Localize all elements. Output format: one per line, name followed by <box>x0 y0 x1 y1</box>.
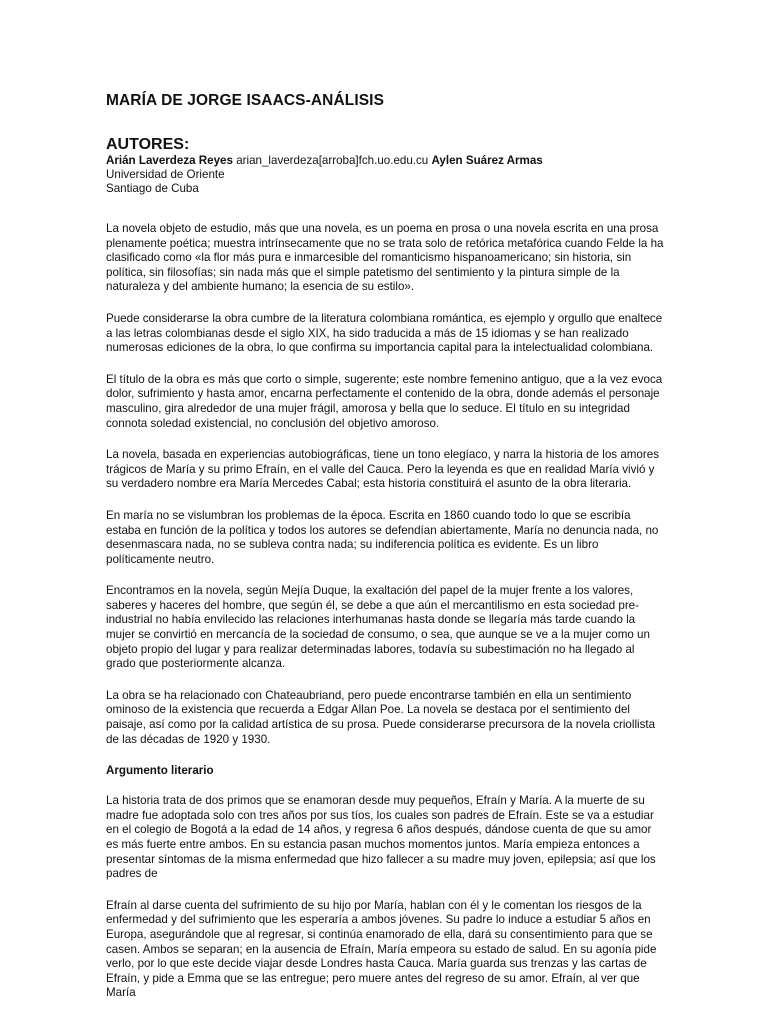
paragraph-7: La obra se ha relacionado con Chateaubriand, pero puede encontrarse también en ella un sentimiento ominoso de la existencia que recuerda a Edgar Allan Poe. La novela se destaca por el sentimiento del paisaje, así como por la calidad artística de su prosa. Puede considerarse precursora de la novela criollista de las décadas de 1920 y 1930. <box>106 688 656 746</box>
author1-name: Arián Laverdeza Reyes <box>106 154 233 167</box>
document-page <box>106 92 666 1001</box>
paragraph-6: Encontramos en la novela, según Mejía Duque, la exaltación del papel de la mujer frente a los valores, saberes y haceres del hombre, que según él, se debe a que aún el mercantilismo en esta sociedad pre-industrial no había envilecido las relaciones interhumanas hasta donde se llegaría más tarde cuando la mujer se convirtió en mercancía de la sociedad de consumo, o sea, que aunque se ve a la mujer como un objeto propio del lugar y para realizar determinadas labores, todavía su subestimación no ha llegado al grado que posteriormente alcanza. <box>106 584 650 671</box>
city: Santiago de Cuba <box>106 182 199 195</box>
paragraph-3: El título de la obra es más que corto o simple, sugerente; este nombre femenino antiguo, que a la vez evoca dolor, sufrimiento y hasta amor, encarna perfectamente el contenido de la obra, donde además el personaje masculino, gira alrededor de una mujer frágil, amorosa y bella que lo seduce. El título en su integridad connota soledad existencial, no conclusión del objetivo amoroso. <box>106 372 663 430</box>
section-heading: Argumento literario <box>106 764 214 778</box>
paragraph-4: La novela, basada en experiencias autobiográficas, tiene un tono elegíaco, y narra la historia de los amores trágicos de María y su primo Efraín, en el valle del Cauca. Pero la leyenda es que en realidad María vivió y su verdadero nombre era María Mercedes Cabal; esta historia constituirá el asunto de la obra literaria. <box>106 448 659 491</box>
paragraph-9: Efraín al darse cuenta del sufrimiento de su hijo por María, hablan con él y le comentan los riesgos de la enfermedad y del sufrimiento que les esperaría a ambos jóvenes. Su padre lo induce a estudiar 5 años en Europa, asegurándole que al regresar, si continúa enamorado de ella, dará su consentimiento para que se casen. Ambos se separan; en la ausencia de Efraín, María empeora su estado de salud. En su agonía pide verlo, por lo que este decide viajar desde Londres hasta Cauca. María guarda sus trenzas y las cartas de Efraín, y pide a Emma que se las entregue; pero muere antes del regreso de su amor. Efraín, al ver que María <box>106 898 657 1000</box>
authors-line <box>106 154 666 168</box>
paragraph-8: La historia trata de dos primos que se enamoran desde muy pequeños, Efraín y María. A la muerte de su madre fue adoptada solo con tres años por sus tíos, los cuales son padres de Efraín. Este se va a estudiar en el colegio de Bogotá a la edad de 14 años, y regresa 6 años después, dándose cuenta de que su amor es más fuerte entre ambos. En su estancia pasan muchos momentos juntos. María empieza entonces a presentar síntomas de la misma enfermedad que hizo fallecer a su madre muy joven, epilepsia; así que los padres de <box>106 794 656 881</box>
author1-email: arian_laverdeza[arroba]fch.uo.edu.cu <box>232 154 432 167</box>
paragraph-1: La novela objeto de estudio, más que una novela, es un poema en prosa o una novela escrita en una prosa plenamente poética; muestra intrínsecamente que no se trata solo de retórica metafórica cuando Felde la ha clasificado como «la flor más pura e inmarcesible del romanticismo hispanoamericano; sin historia, sin política, sin filosofías; sin nada más que el simple patetismo del sentimiento y la pintura simple de la naturaleza y del ambiente humano; la esencia de su estilo». <box>106 222 664 294</box>
institution: Universidad de Oriente <box>106 168 225 181</box>
document-title: MARÍA DE JORGE ISAACS-ANÁLISIS <box>106 92 385 109</box>
paragraph-2: Puede considerarse la obra cumbre de la literatura colombiana romántica, es ejemplo y orgullo que enaltece a las letras colombianas desde el siglo XIX, ha sido traducida a más de 15 idiomas y se han realizado numerosas ediciones de la obra, lo que confirma su importancia capital para la intelectualidad colombiana. <box>106 311 663 355</box>
authors-heading: AUTORES: <box>106 136 190 153</box>
author2-name: Aylen Suárez Armas <box>431 154 543 167</box>
paragraph-5: En maría no se vislumbran los problemas de la época. Escrita en 1860 cuando todo lo que se escribía estaba en función de la política y todos los autores se defendían abiertamente, María no denuncia nada, no desenmascara nada, no se subleva contra nada; su indiferencia política es evidente. Es un libro políticamente neutro. <box>106 508 659 566</box>
